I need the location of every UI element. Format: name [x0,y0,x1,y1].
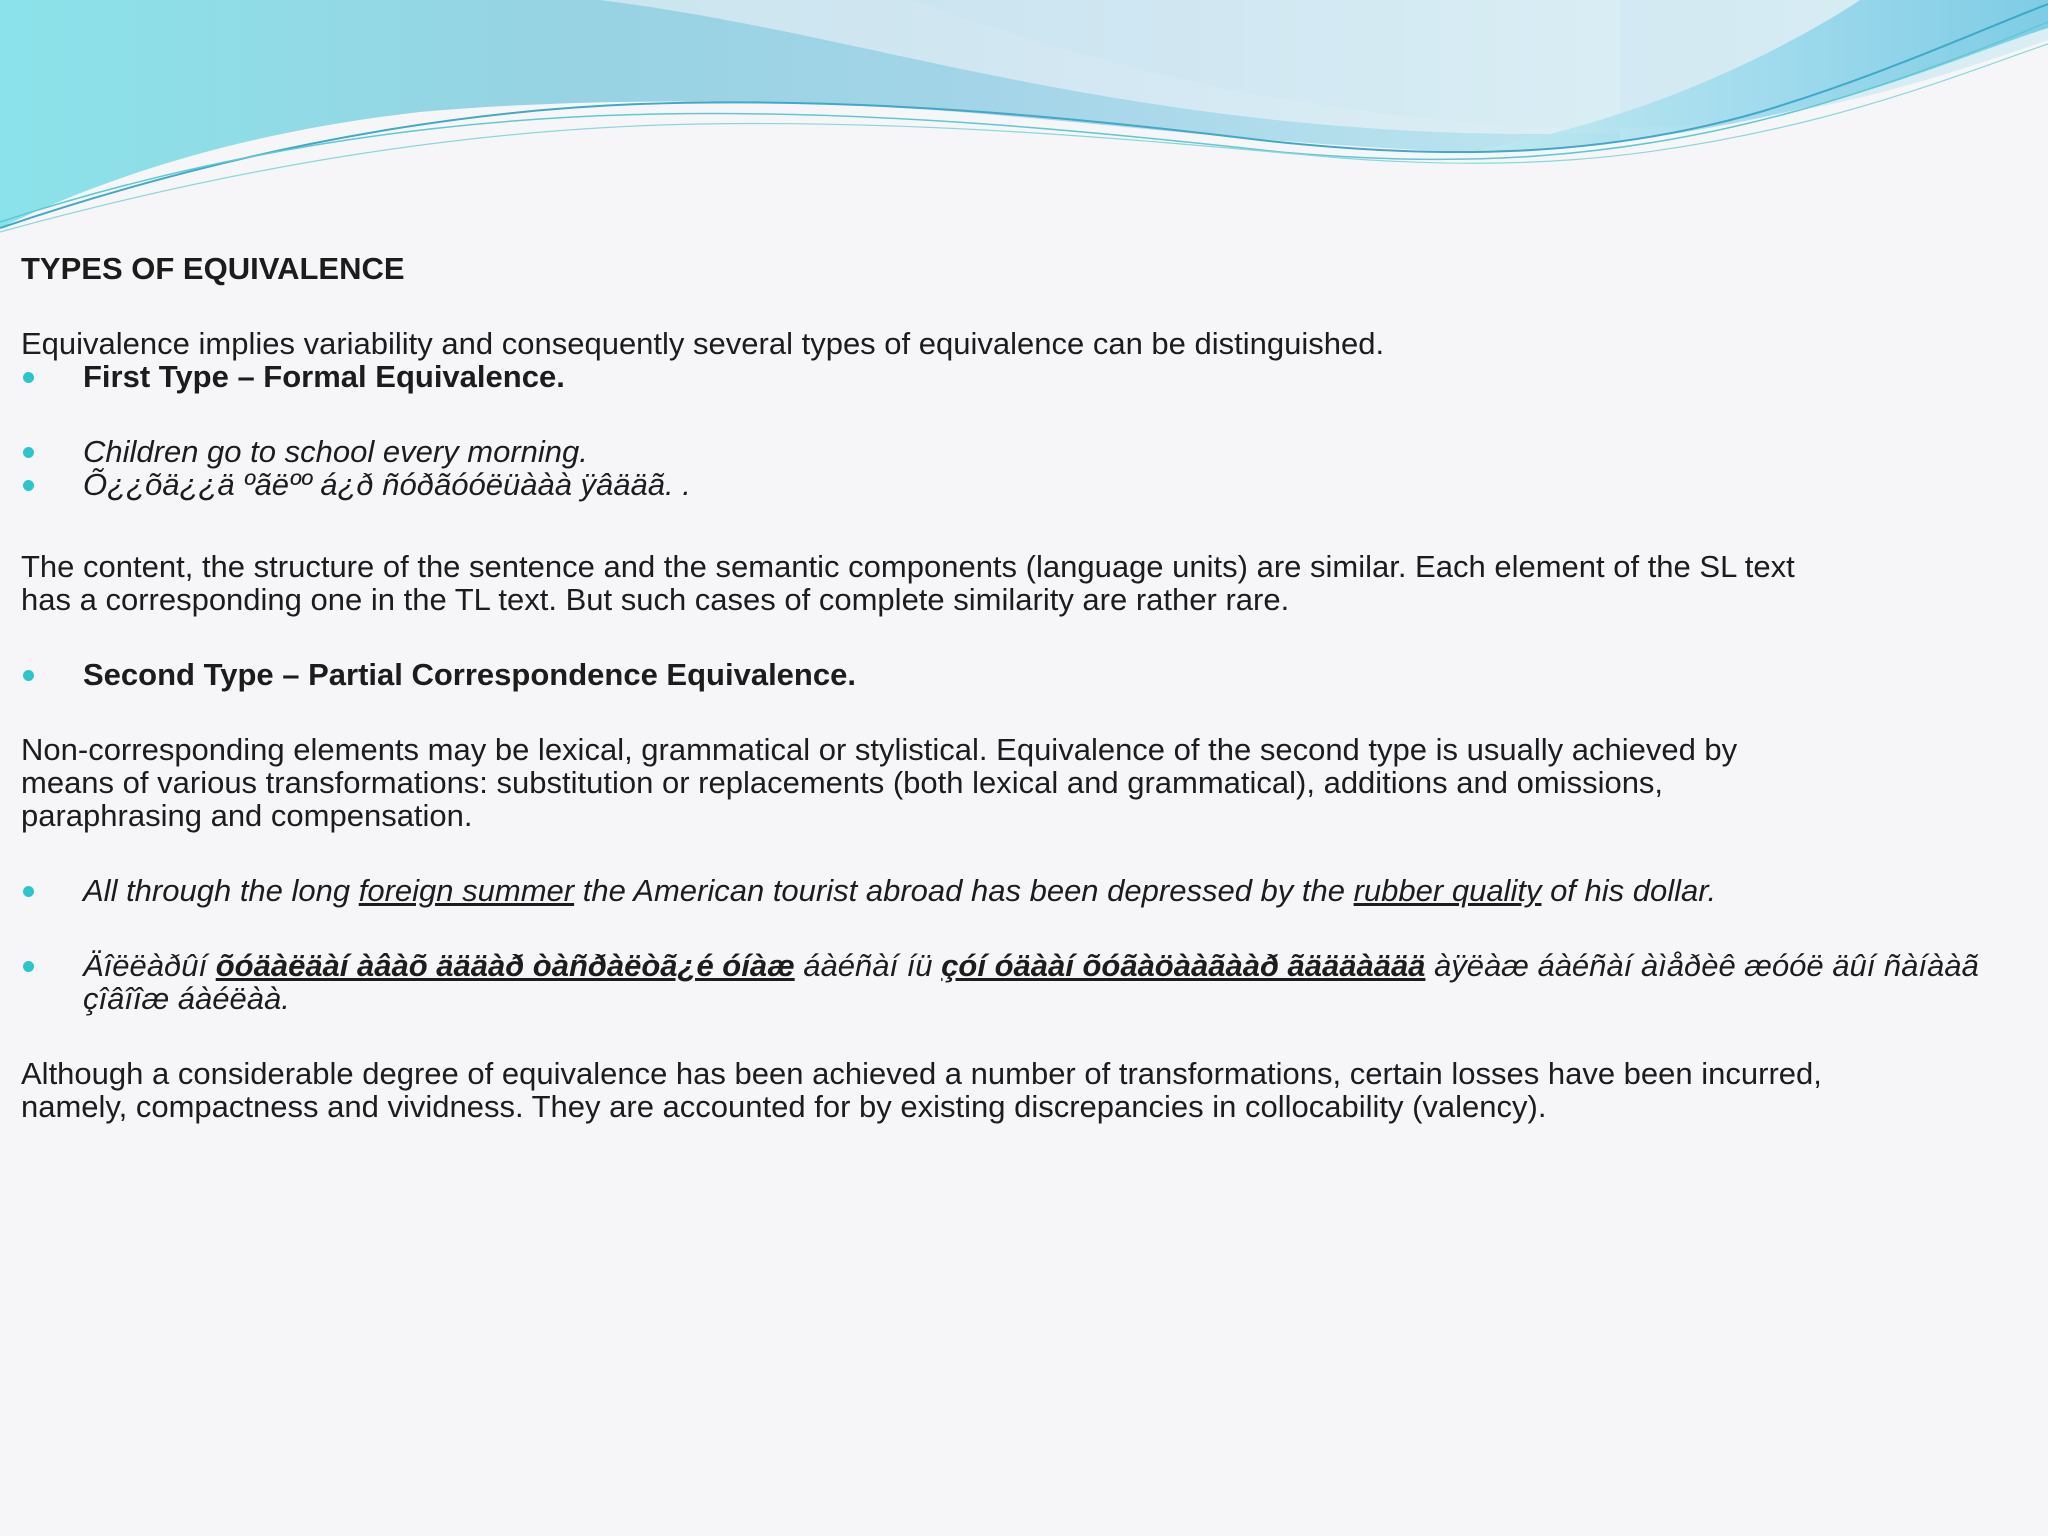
second-example-tl-part1: Äîëëàðûí [83,948,216,983]
second-type-heading: Second Type – Partial Correspondence Equivalence. [83,657,856,692]
slide-title: TYPES OF EQUIVALENCE [21,251,405,286]
bullet-second-example-en [21,874,2011,907]
spacer [21,832,2011,874]
intro-paragraph: Equivalence implies variability and consequently several types of equivalence can be distinguished. [21,326,1385,361]
bullet-icon [23,886,34,897]
spacer [21,616,2011,658]
header-wave-decoration [0,0,2048,240]
spacer [21,691,2011,733]
first-type-heading: First Type – Formal Equivalence. [83,359,565,394]
bullet-second-type [21,658,2011,691]
second-explanation-3: paraphrasing and compensation. [21,798,473,833]
bullet-icon [23,670,34,681]
bullet-icon [23,961,34,972]
bullet-icon [23,447,34,458]
bullet-second-example-tl [21,949,2011,1015]
second-example-tl-underline-1: õóäàëäàí àâàõ äääàð òàñðàëòã¿é óíàæ [215,948,795,983]
spacer [21,501,2011,550]
second-example-en-part1: All through the long [83,873,359,908]
bullet-icon [23,480,34,491]
bullet-example-tl [21,468,2011,501]
second-example-en-underline-1: foreign summer [358,873,575,908]
second-explanation-1: Non-corresponding elements may be lexical, grammatical or stylistical. Equivalence of the second type is usually achieved by [21,732,1738,767]
conclusion-2: namely, compactness and vividness. They are accounted for by existing discrepancies in collocability (valency). [21,1089,1547,1124]
spacer [21,1015,2011,1057]
second-example-tl-part2: áàéñàí íü [794,948,942,983]
bullet-icon [23,372,34,383]
first-example-en: Children go to school every morning. [83,434,588,469]
first-explanation-1: The content, the structure of the sentence and the semantic components (language units) are similar. Each element of the SL text [21,549,1795,584]
bullet-example-en [21,435,2011,468]
spacer [21,393,2011,435]
conclusion-1: Although a considerable degree of equivalence has been achieved a number of transformations, certain losses have been incurred, [21,1056,1822,1091]
second-example-en-underline-2: rubber quality [1353,873,1542,908]
first-explanation-2: has a corresponding one in the TL text. But such cases of complete similarity are rather rare. [21,582,1290,617]
spacer [21,285,2011,327]
slide-content [21,252,2011,1123]
bullet-first-type [21,360,2011,393]
second-explanation-2: means of various transformations: substitution or replacements (both lexical and grammatical), additions and omissions, [21,765,1664,800]
spacer [21,907,2011,949]
second-example-en-part3: of his dollar. [1541,873,1717,908]
second-example-tl-underline-2: çóí óäààí õóãàöààãààð ãäääàäää [941,948,1426,983]
first-example-tl: Õ¿¿õä¿¿ä ºãëºº á¿ð ñóðãóóëüààà ÿâääã. . [83,467,691,502]
second-example-en-part2: the American tourist abroad has been depressed by the [574,873,1354,908]
second-example-tl-part3: àÿëàæ áàéñàí àìåðèê æóóë äûí ñàíààã çîâîîæ áàéëàà. [83,948,1979,1016]
